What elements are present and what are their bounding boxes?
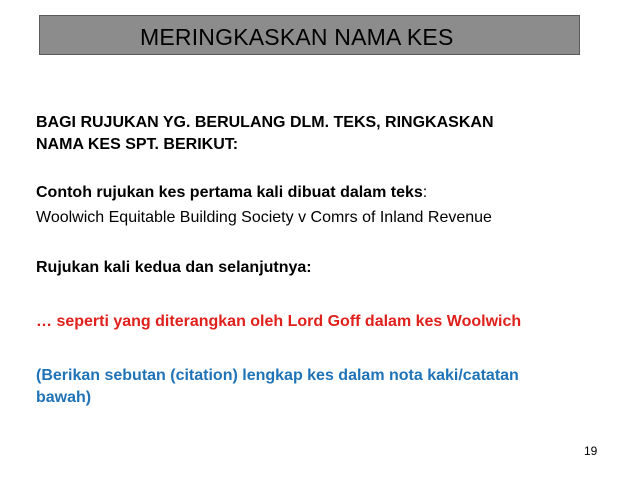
second-reference-label: Rujukan kali kedua dan selanjutnya: bbox=[36, 259, 312, 276]
slide-title: MERINGKASKAN NAMA KES bbox=[140, 24, 454, 50]
example-heading bbox=[36, 183, 427, 203]
note-line-1: (Berikan sebutan (citation) lengkap kes dalam nota kaki/catatan bbox=[36, 367, 519, 384]
example-case: Woolwich Equitable Building Society v Comrs of Inland Revenue bbox=[36, 209, 492, 226]
example-label: Contoh rujukan kes pertama kali dibuat dalam teks bbox=[36, 184, 423, 201]
title-bar bbox=[39, 15, 580, 55]
instruction-line-1: BAGI RUJUKAN YG. BERULANG DLM. TEKS, RINGKASKAN bbox=[36, 114, 494, 131]
page-number: 19 bbox=[584, 444, 598, 458]
instruction-line-2: NAMA KES SPT. BERIKUT: bbox=[36, 136, 239, 153]
second-reference-example: … seperti yang diterangkan oleh Lord Goff dalam kes Woolwich bbox=[36, 313, 522, 330]
note-line-2: bawah) bbox=[36, 389, 92, 406]
example-colon: : bbox=[422, 184, 428, 201]
